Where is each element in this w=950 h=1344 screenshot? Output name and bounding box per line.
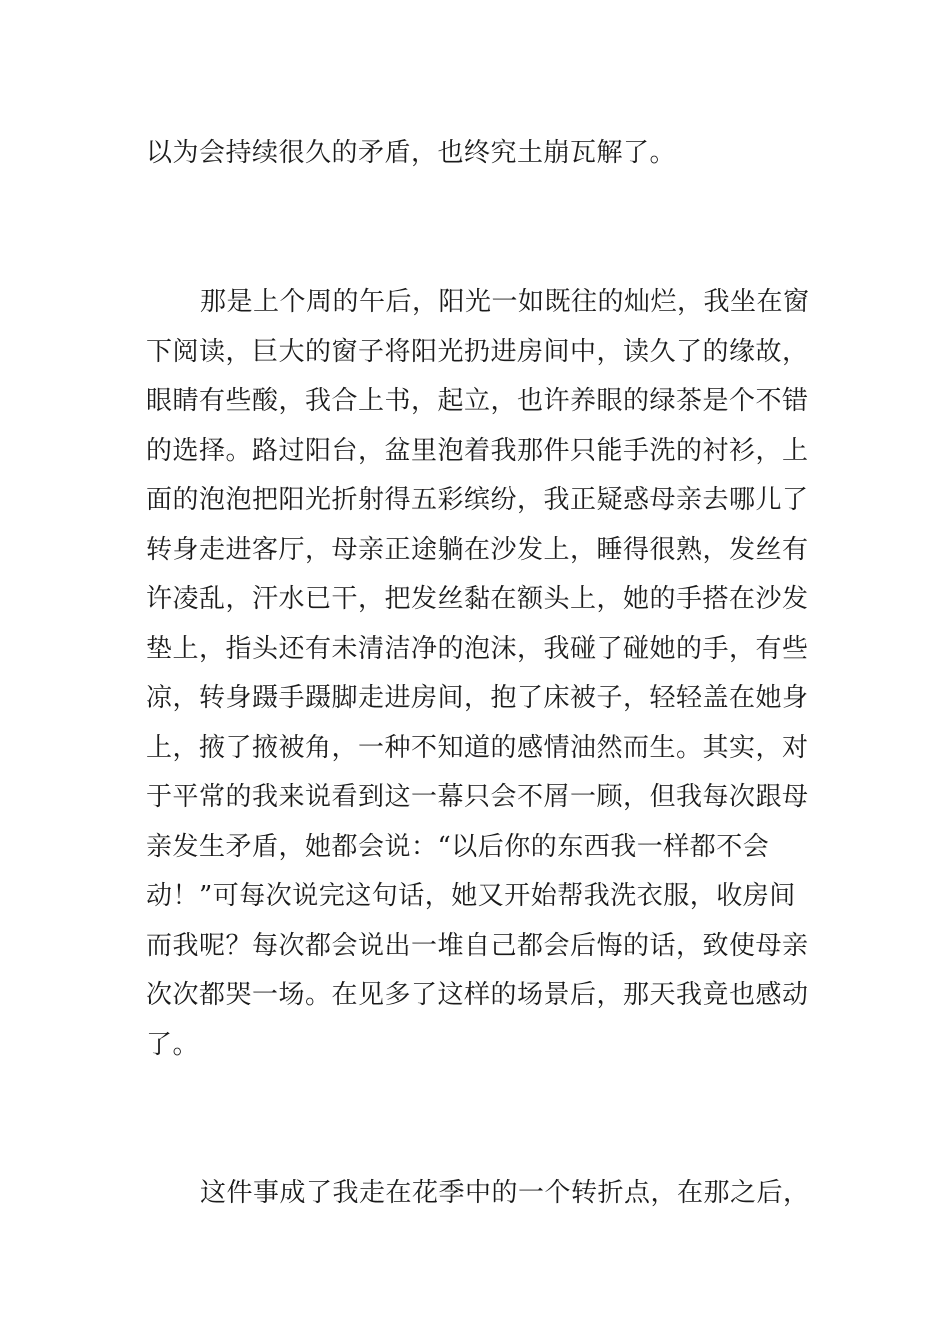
text-line: 垫上，指头还有未清洁净的泡沫，我碰了碰她的手，有些 [146, 634, 809, 664]
text-line: 下阅读，巨大的窗子将阳光扔进房间中，读久了的缘故， [146, 337, 809, 367]
text-line: 许凌乱，汗水已干，把发丝黏在额头上，她的手搭在沙发 [146, 584, 809, 614]
text-line: 那是上个周的午后，阳光一如既往的灿烂，我坐在窗 [200, 287, 810, 317]
text-line: 凉，转身蹑手蹑脚走进房间，抱了床被子，轻轻盖在她身 [146, 683, 809, 713]
text-line: 以为会持续很久的矛盾，也终究土崩瓦解了。 [146, 138, 677, 168]
text-line: 亲发生矛盾，她都会说：“以后你的东西我一样都不会 [146, 832, 770, 862]
text-line: 面的泡泡把阳光折射得五彩缤纷，我正疑惑母亲去哪儿了 [146, 485, 809, 515]
text-line: 而我呢？每次都会说出一堆自己都会后悔的话，致使母亲 [146, 931, 809, 961]
text-line: 的选择。路过阳台，盆里泡着我那件只能手洗的衬衫，上 [146, 436, 809, 466]
text-line: 眼睛有些酸，我合上书，起立，也许养眼的绿茶是个不错 [146, 386, 809, 416]
text-line: 次次都哭一场。在见多了这样的场景后，那天我竟也感动 [146, 980, 809, 1010]
text-line: 动！”可每次说完这句话，她又开始帮我洗衣服，收房间 [146, 881, 796, 911]
text-line: 于平常的我来说看到这一幕只会不屑一顾，但我每次跟母 [146, 782, 809, 812]
text-line: 了。 [146, 1030, 200, 1060]
text-line: 转身走进客厅，母亲正途躺在沙发上，睡得很熟，发丝有 [146, 535, 809, 565]
text-line: 这件事成了我走在花季中的一个转折点，在那之后， [200, 1178, 810, 1208]
text-line: 上，掖了掖被角，一种不知道的感情油然而生。其实，对 [146, 733, 809, 763]
